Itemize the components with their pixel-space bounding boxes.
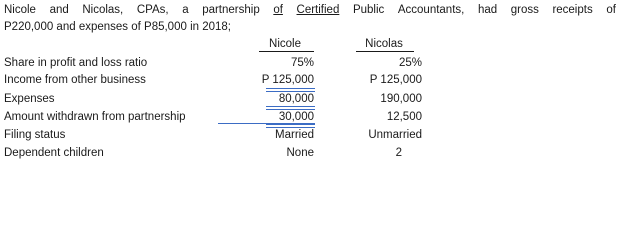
row-label: Expenses [4, 93, 55, 105]
intro-paragraph [4, 2, 616, 36]
intro-word: Nicole [4, 4, 36, 16]
row-label: Share in profit and loss ratio [4, 57, 148, 69]
row-label: Dependent children [4, 147, 104, 159]
cell-nicole: 30,000 [278, 111, 314, 123]
intro-line-1 [4, 2, 616, 19]
intro-word: had [477, 4, 498, 16]
row-label: Amount withdrawn from partnership [4, 111, 186, 123]
cell-nicolas: Unmarried [368, 129, 422, 141]
intro-word: of [606, 4, 616, 16]
intro-word: CPAs, [136, 4, 169, 16]
cell-nicole: P 125,000 [261, 74, 314, 86]
cell-nicolas: 12,500 [386, 111, 422, 123]
intro-word: receipts [552, 4, 593, 16]
cell-nicolas: P 125,000 [369, 74, 422, 86]
cell-nicolas: 2 [395, 147, 402, 159]
intro-word: Nicolas, [82, 4, 124, 16]
cell-nicolas: 190,000 [380, 93, 422, 105]
cell-nicole: None [286, 147, 314, 159]
intro-word: gross [510, 4, 539, 16]
intro-word: Accountants, [397, 4, 465, 16]
cell-nicolas: 25% [398, 57, 422, 69]
intro-word: and [49, 4, 69, 16]
row-label: Filing status [4, 129, 66, 141]
cell-nicole: Married [275, 129, 314, 141]
intro-line-2: P220,000 and expenses of P85,000 in 2018; [4, 21, 231, 33]
intro-word-underlined: Certified [296, 4, 340, 16]
header-underline [356, 51, 414, 52]
header-underline [259, 51, 314, 52]
intro-word: Public [352, 4, 385, 16]
cell-nicole: 80,000 [278, 93, 314, 105]
intro-word: partnership [202, 4, 260, 16]
column-header-nicolas: Nicolas [365, 38, 403, 50]
column-header-nicole: Nicole [269, 38, 301, 50]
cell-nicole: 75% [290, 57, 314, 69]
intro-word: a [182, 4, 189, 16]
row-label: Income from other business [4, 74, 146, 86]
intro-word-underlined: of [273, 4, 283, 16]
